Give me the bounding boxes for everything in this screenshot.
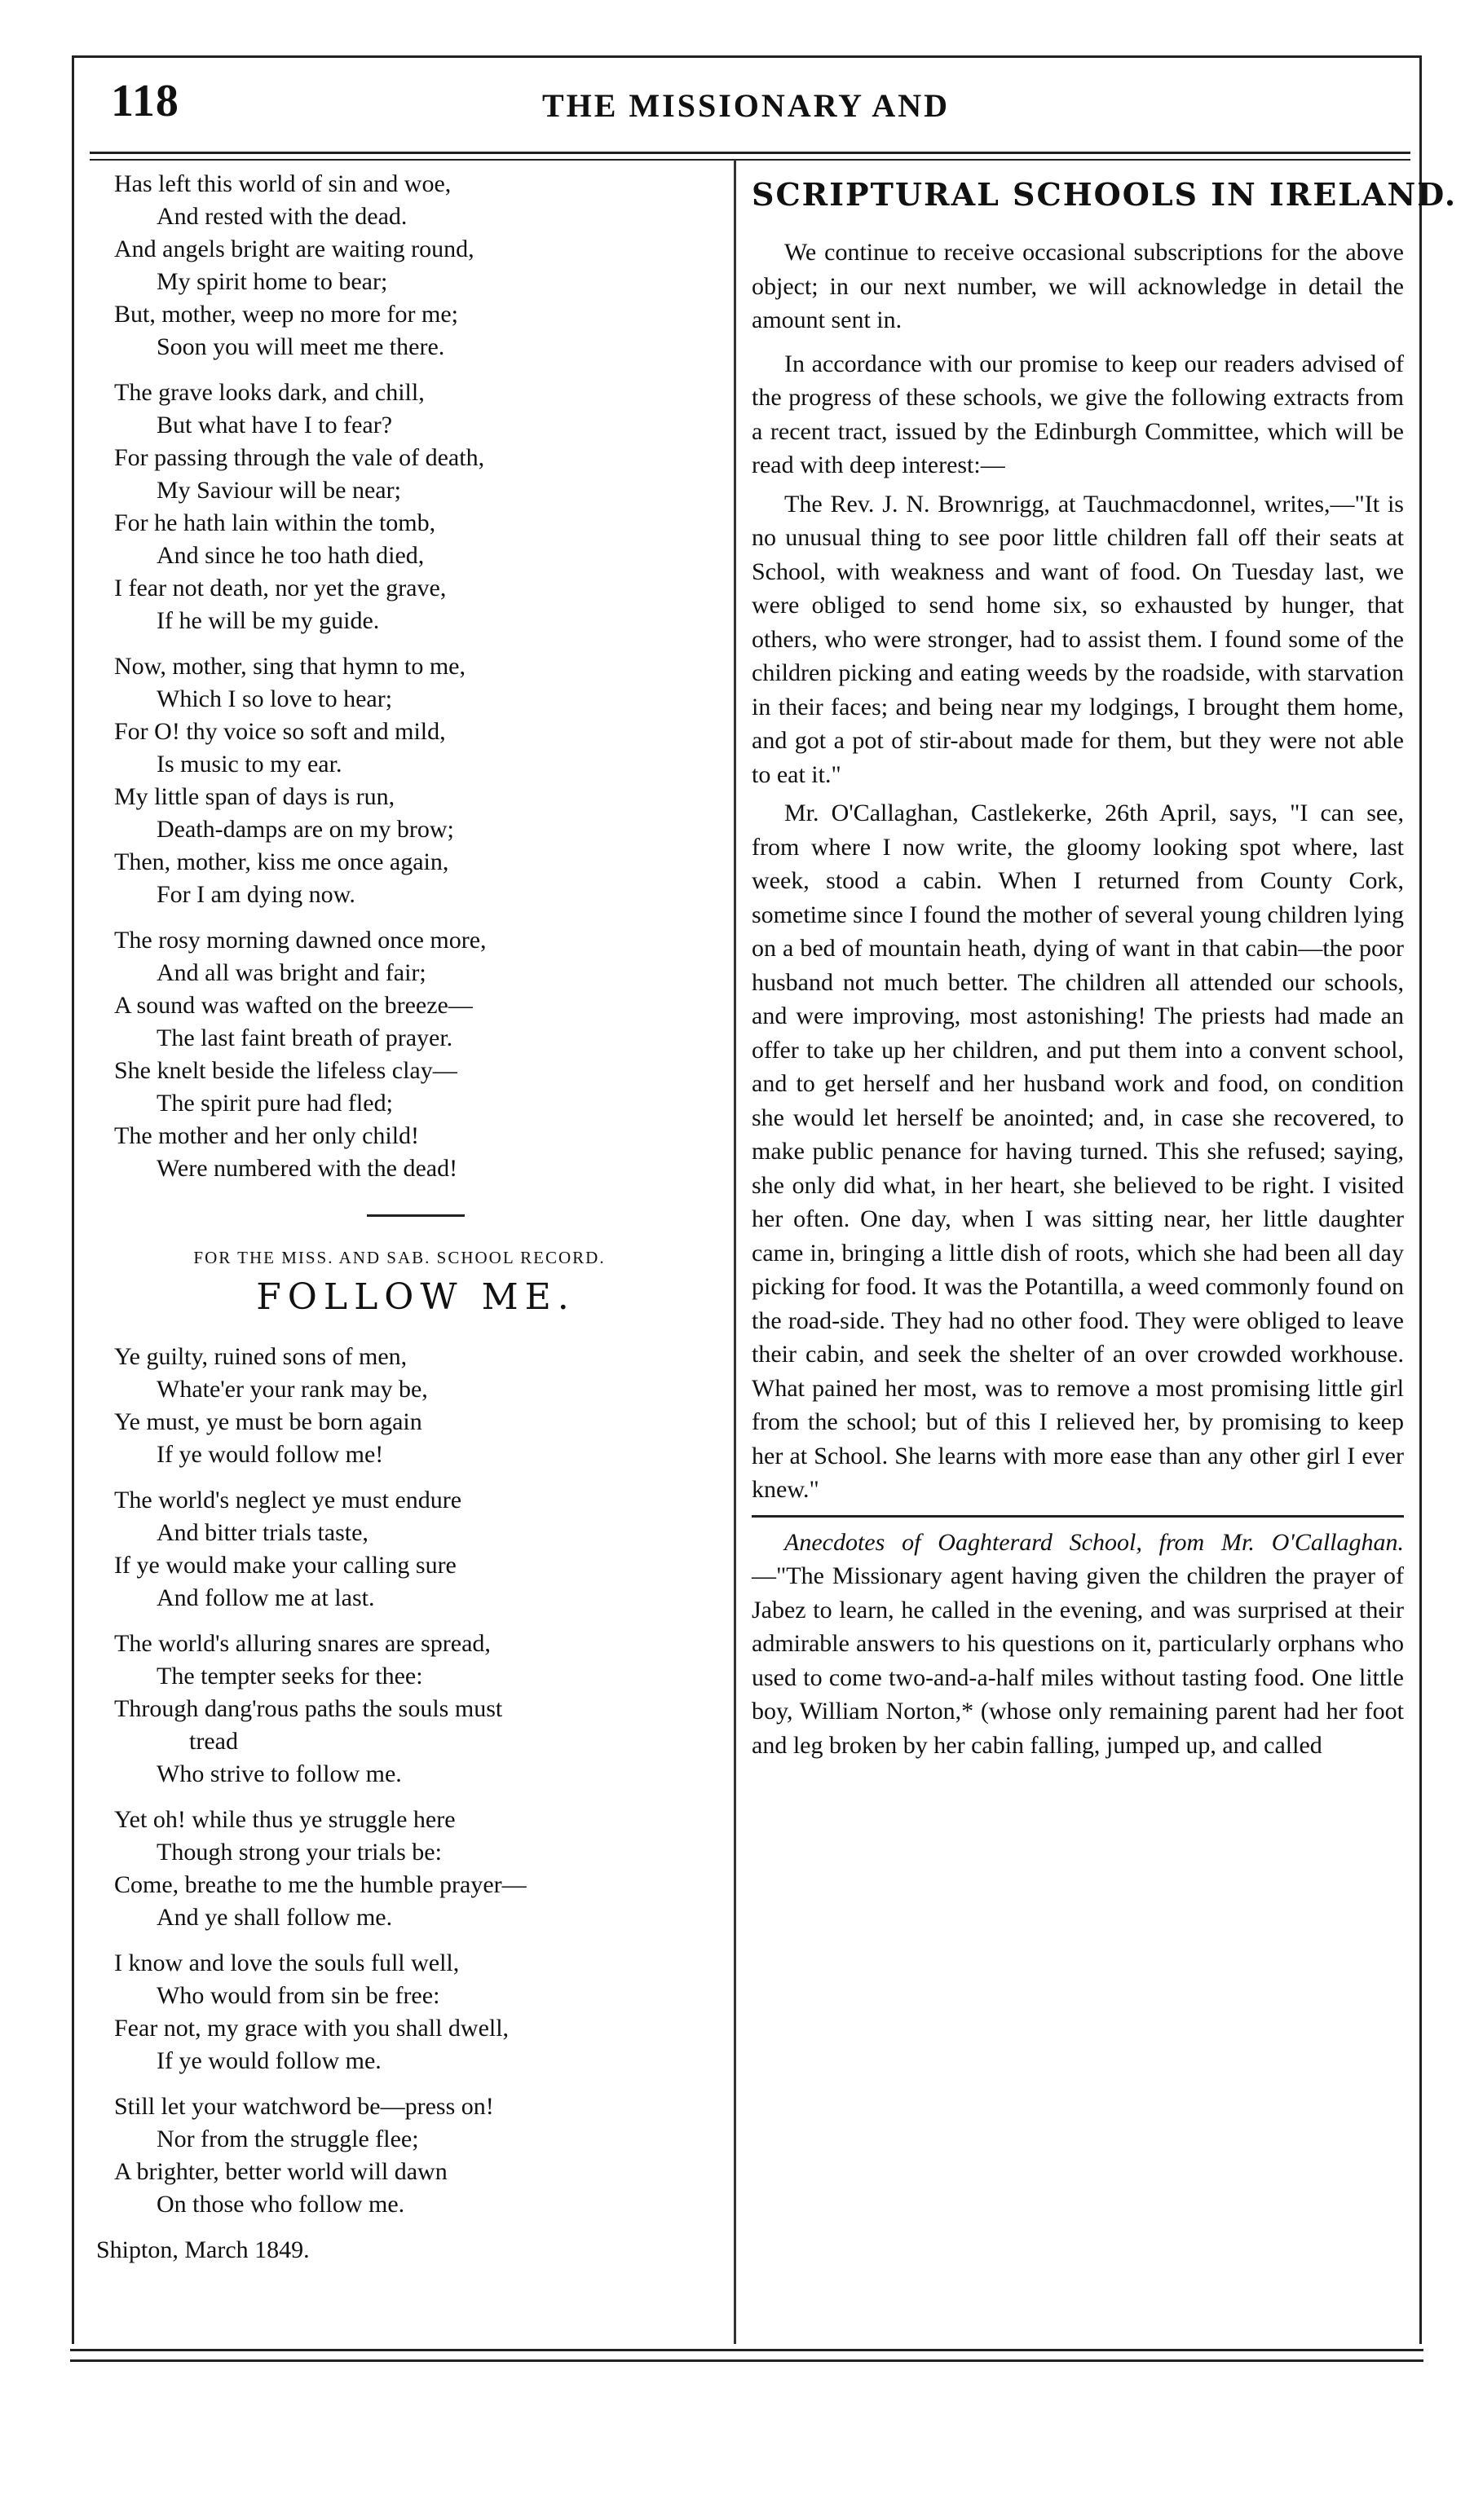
poem-signature: Shipton, March 1849. [96,2236,310,2263]
poem-line: A brighter, better world will dawn [114,2158,448,2185]
poem-line: Nor from the struggle flee; [157,2126,419,2152]
poem-line: The last faint breath of prayer. [157,1024,453,1051]
poem-line: The spirit pure had fled; [157,1090,393,1117]
poem-stanza [114,1341,717,1471]
provenance-line: FOR THE MISS. AND SAB. SCHOOL RECORD. [193,1248,606,1267]
article-title: SCRIPTURAL SCHOOLS IN IRELAND. [752,176,1458,213]
poem-line: But what have I to fear? [157,412,393,438]
poem-stanza [114,168,717,363]
poem-line: If ye would make your calling sure [114,1552,457,1579]
poem-stanza [114,924,717,1185]
poem-title: FOLLOW ME. [256,1276,576,1318]
poem-line: Still let your watchword be—press on! [114,2093,494,2120]
poem-line: And rested with the dead. [157,203,408,230]
poem-line: Ye guilty, ruined sons of men, [114,1343,408,1370]
poem-line: Though strong your trials be: [157,1839,442,1866]
poem-line: Who would from sin be free: [157,1982,440,2009]
poem-line: I fear not death, nor yet the grave, [114,575,447,601]
poem-one [114,168,717,1185]
article-paragraph: Mr. O'Callaghan, Castlekerke, 26th April, says, "I can see, from where I now write, the gloomy looking spot where, last week, stood a cabin. When I returned from County Cork, sometime since I found the mother of several young children lying on a bed of mountain heath, dying of want in that cabin—the poor husband not much better. The children all attended our schools, and were improving, most astonishing! The priests had made an offer to take up her children, and put them into a convent school, and to get herself and her husband work and food, on condition she would let herself be anointed; and, in case she recovered, to make public penance for having turned. This she refused; saying, she only did what, in her heart, she believed to be right. I visited her often. One day, when I was sitting near, her little daughter came in, bringing a little dish of roots, which she had been all day picking for food. It was the Potantilla, a weed commonly found on the road-side. They had no other food. They were obliged to leave their cabin, and seek the shelter of an over crowded workhouse. What pained her most, was to remove a most promising little girl from the school; but of this I relieved her, by promising to keep her at School. She learns with more ease than any other girl I ever knew." [752,800,1404,1503]
poem-line: I know and love the souls full well, [114,1949,460,1976]
poem-line: Ye must, ye must be born again [114,1408,422,1435]
poem-line: The mother and her only child! [114,1122,420,1149]
anecdote-paragraph [752,1515,1404,1763]
poem-two [114,1341,717,2221]
poem-stanza [114,1484,717,1615]
poem-line: Which I so love to hear; [157,685,393,712]
poem-line: On those who follow me. [157,2191,405,2218]
poem-line: The tempter seeks for thee: [157,1663,423,1690]
poem-line: Has left this world of sin and woe, [114,170,452,197]
poem-line: For passing through the vale of death, [114,444,485,471]
poem-line: Death-damps are on my brow; [157,816,454,843]
page-number: 118 [111,76,179,126]
poem-line: Whate'er your rank may be, [157,1376,428,1403]
poem-line: For I am dying now. [157,881,355,908]
poem-line: She knelt beside the lifeless clay— [114,1057,457,1084]
poem-line: The world's neglect ye must endure [114,1487,462,1513]
poem-line: Yet oh! while thus ye struggle here [114,1806,456,1833]
article-paragraph: The Rev. J. N. Brownrigg, at Tauchmacdonnel, writes,—"It is no unusual thing to see poor little children fall off their seats at School, with weakness and want of food. On Tuesday last, we were obliged to send home six, so exhausted by hunger, that others, who were stronger, had to assist them. I found some of the children picking and eating weeds by the roadside, with starvation in their faces; and being near my lodgings, I brought them home, and got a pot of stir-about made for them, but they were not able to eat it." [752,490,1404,788]
anecdote-heading: Anecdotes of Oaghterard School, from Mr. O'Callaghan. [784,1528,1404,1556]
poem-line: tread [189,1728,238,1755]
poem-line: And angels bright are waiting round, [114,236,474,262]
poem-line: The world's alluring snares are spread, [114,1630,491,1657]
poem-line: For O! thy voice so soft and mild, [114,718,446,745]
poem-line: My little span of days is run, [114,783,395,810]
anecdote-body: —"The Missionary agent having given the children the prayer of Jabez to learn, he called in the evening, and was surprised at their admirable answers to his questions on it, particularly orphans who used to come two-and-a-half miles without tasting food. One little boy, William Norton,* (whose only remaining parent had her foot and leg broken by her cabin falling, jumped up, and called [752,1562,1404,1759]
poem-line: Through dang'rous paths the souls must [114,1695,503,1722]
article-paragraph: In accordance with our promise to keep our readers advised of the progress of these schools, we give the following extracts from a recent tract, issued by the Edinburgh Committee, which will be read with deep interest:— [752,350,1404,478]
poem-line: Who strive to follow me. [157,1760,402,1787]
column-divider [734,160,736,2344]
footer-rule [70,2349,1423,2362]
section-rule [367,1214,465,1217]
poem-line: Come, breathe to me the humble prayer— [114,1871,527,1898]
poem-line: My spirit home to bear; [157,268,388,295]
poem-line: And since he too hath died, [157,542,425,569]
poem-line: But, mother, weep no more for me; [114,301,459,328]
left-column [96,168,717,2267]
header-rule [90,152,1410,161]
poem-line: Were numbered with the dead! [157,1155,458,1182]
poem-line: If ye would follow me. [157,2047,382,2074]
poem-line: Then, mother, kiss me once again, [114,848,449,875]
page-header [82,67,1410,148]
poem-line: A sound was wafted on the breeze— [114,992,473,1019]
poem-line: And ye shall follow me. [157,1904,393,1931]
running-title: THE MISSIONARY AND [541,87,951,124]
poem-line: The grave looks dark, and chill, [114,379,425,406]
poem-stanza [114,1947,717,2077]
poem-stanza [114,650,717,911]
poem-line: My Saviour will be near; [157,477,401,504]
poem-line: For he hath lain within the tomb, [114,509,436,536]
poem-line: And all was bright and fair; [157,959,426,986]
poem-line: And bitter trials taste, [157,1519,368,1546]
poem-line: Now, mother, sing that hymn to me, [114,653,466,680]
article-paragraph: We continue to receive occasional subscriptions for the above object; in our next number, we will acknowledge in detail the amount sent in. [752,239,1404,333]
right-column [752,168,1458,1767]
poem-line: And follow me at last. [157,1584,375,1611]
poem-line: If ye would follow me! [157,1441,384,1468]
poem-stanza [114,1628,717,1791]
poem-line: If he will be my guide. [157,607,380,634]
poem-line: The rosy morning dawned once more, [114,927,487,954]
poem-stanza [114,2090,717,2221]
poem-line: Soon you will meet me there. [157,333,445,360]
poem-line: Fear not, my grace with you shall dwell, [114,2015,510,2042]
poem-stanza [114,1804,717,1934]
poem-stanza [114,377,717,637]
poem-line: Is music to my ear. [157,751,342,778]
